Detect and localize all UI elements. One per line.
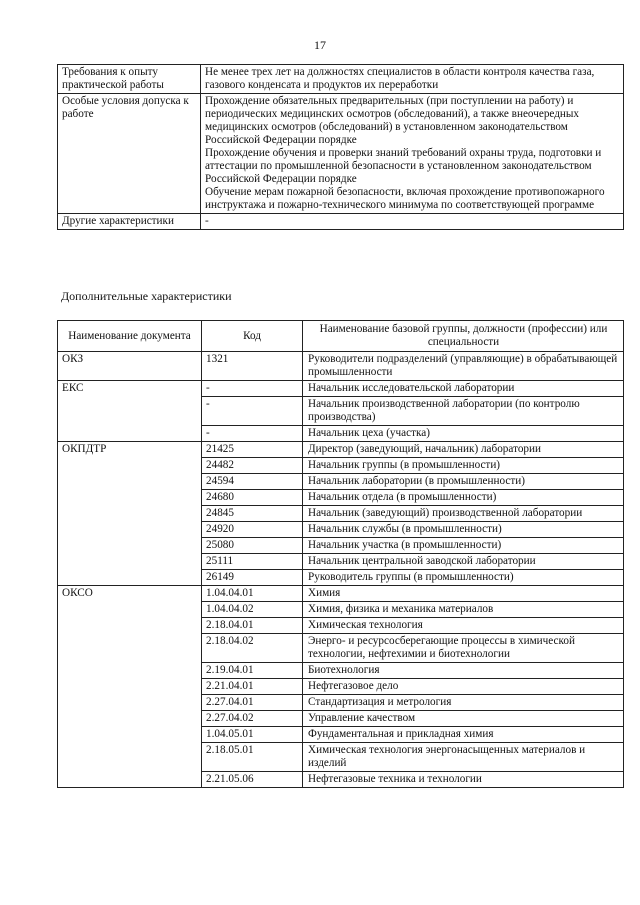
occupation-name-cell: Начальник центральной заводской лаборатории <box>303 554 624 570</box>
code-cell: 2.19.04.01 <box>202 663 303 679</box>
code-cell: - <box>202 397 303 426</box>
occupation-name-cell: Химическая технология <box>303 618 624 634</box>
code-cell: 24920 <box>202 522 303 538</box>
occupation-name-cell: Начальник (заведующий) производственной лаборатории <box>303 506 624 522</box>
code-cell: 1321 <box>202 352 303 381</box>
code-cell: 2.21.05.06 <box>202 772 303 788</box>
occupation-name-cell: Начальник производственной лаборатории (по контролю производства) <box>303 397 624 426</box>
occupation-name-cell: Управление качеством <box>303 711 624 727</box>
code-cell: - <box>202 426 303 442</box>
requirement-row <box>58 214 624 230</box>
code-cell: 1.04.05.01 <box>202 727 303 743</box>
table-row <box>58 442 624 458</box>
code-cell: 21425 <box>202 442 303 458</box>
document-name-cell: ЕКС <box>58 381 202 442</box>
requirement-label: Особые условия допуска к работе <box>58 94 201 214</box>
code-cell: 2.18.04.01 <box>202 618 303 634</box>
code-cell: 2.21.04.01 <box>202 679 303 695</box>
code-cell: 2.27.04.02 <box>202 711 303 727</box>
occupation-name-cell: Нефтегазовое дело <box>303 679 624 695</box>
occupation-name-cell: Химия <box>303 586 624 602</box>
requirements-table <box>57 64 624 230</box>
occupation-name-cell: Стандартизация и метрология <box>303 695 624 711</box>
code-cell: 24845 <box>202 506 303 522</box>
requirement-label: Требования к опыту практической работы <box>58 65 201 94</box>
requirement-line: - <box>205 215 209 227</box>
requirement-line: Прохождение обязательных предварительных (при поступлении на работу) и периодических медицинских осмотров (обследований), а также внеочередных медицинских осмотров (обследований) в установленном законодательством Российской Федерации порядке <box>205 95 580 146</box>
code-cell: 26149 <box>202 570 303 586</box>
additional-characteristics-table <box>57 320 624 788</box>
requirement-row <box>58 94 624 214</box>
table-row <box>58 352 624 381</box>
occupation-name-cell: Химия, физика и механика материалов <box>303 602 624 618</box>
occupation-name-cell: Фундаментальная и прикладная химия <box>303 727 624 743</box>
requirement-label: Другие характеристики <box>58 214 201 230</box>
document-name-cell: ОКПДТР <box>58 442 202 586</box>
requirement-value <box>201 94 624 214</box>
code-cell: 24680 <box>202 490 303 506</box>
occupation-name-cell: Химическая технология энергонасыщенных материалов и изделий <box>303 743 624 772</box>
code-cell: 25111 <box>202 554 303 570</box>
occupation-name-cell: Нефтегазовые техника и технологии <box>303 772 624 788</box>
code-cell: 2.27.04.01 <box>202 695 303 711</box>
occupation-name-cell: Начальник лаборатории (в промышленности) <box>303 474 624 490</box>
code-cell: 24482 <box>202 458 303 474</box>
occupation-name-cell: Начальник цеха (участка) <box>303 426 624 442</box>
occupation-name-cell: Директор (заведующий, начальник) лаборатории <box>303 442 624 458</box>
code-cell: 2.18.04.02 <box>202 634 303 663</box>
table-row <box>58 586 624 602</box>
document-name-cell: ОКСО <box>58 586 202 788</box>
occupation-name-cell: Начальник группы (в промышленности) <box>303 458 624 474</box>
requirement-row <box>58 65 624 94</box>
code-cell: 24594 <box>202 474 303 490</box>
occupation-name-cell: Начальник отдела (в промышленности) <box>303 490 624 506</box>
table-row <box>58 381 624 397</box>
requirement-value <box>201 65 624 94</box>
occupation-name-cell: Начальник участка (в промышленности) <box>303 538 624 554</box>
requirement-line: Обучение мерам пожарной безопасности, включая прохождение противопожарного инструктажа и пожарно-технического минимума по соответствующей программе <box>205 186 605 211</box>
table-header-row <box>58 321 624 352</box>
code-cell: - <box>202 381 303 397</box>
occupation-name-cell: Руководители подразделений (управляющие) в обрабатывающей промышленности <box>303 352 624 381</box>
header-document: Наименование документа <box>58 321 202 352</box>
occupation-name-cell: Руководитель группы (в промышленности) <box>303 570 624 586</box>
code-cell: 1.04.04.01 <box>202 586 303 602</box>
document-name-cell: ОКЗ <box>58 352 202 381</box>
occupation-name-cell: Энерго- и ресурсосберегающие процессы в химической технологии, нефтехимии и биотехнологии <box>303 634 624 663</box>
header-name: Наименование базовой группы, должности (профессии) или специальности <box>303 321 624 352</box>
code-cell: 25080 <box>202 538 303 554</box>
page-number: 17 <box>314 38 326 52</box>
code-cell: 2.18.05.01 <box>202 743 303 772</box>
code-cell: 1.04.04.02 <box>202 602 303 618</box>
requirement-line: Прохождение обучения и проверки знаний требований охраны труда, подготовки и аттестации по промышленной безопасности в установленном законодательством Российской Федерации порядке <box>205 147 602 185</box>
header-code: Код <box>202 321 303 352</box>
requirement-line: Не менее трех лет на должностях специалистов в области контроля качества газа, газового конденсата и продуктов их переработки <box>205 66 595 91</box>
occupation-name-cell: Биотехнология <box>303 663 624 679</box>
occupation-name-cell: Начальник исследовательской лаборатории <box>303 381 624 397</box>
section-title: Дополнительные характеристики <box>61 289 232 303</box>
requirement-value <box>201 214 624 230</box>
occupation-name-cell: Начальник службы (в промышленности) <box>303 522 624 538</box>
